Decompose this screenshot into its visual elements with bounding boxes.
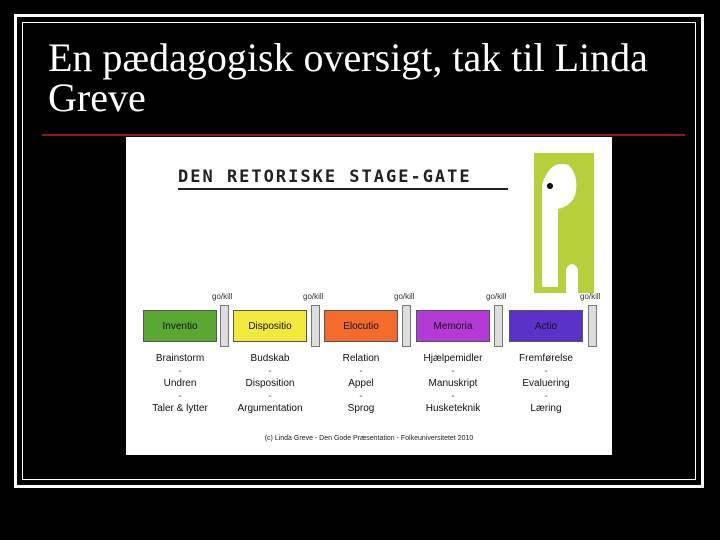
gate-label: go/kill	[212, 292, 233, 301]
gate-bar	[494, 305, 503, 347]
slide-title: En pædagogisk oversigt, tak til Linda Greve	[48, 35, 648, 120]
stage-item: -	[544, 390, 548, 402]
stage-item: Taler & lytter	[152, 403, 208, 414]
stage-item: Evaluering	[522, 378, 570, 389]
gate-bar	[311, 305, 320, 347]
speaker-logo-icon	[528, 151, 598, 297]
stage-item: Fremførelse	[519, 353, 573, 364]
stage-item: -	[178, 365, 182, 377]
stage-item: -	[268, 390, 272, 402]
stage-item: -	[359, 390, 363, 402]
stage-item: Hjælpemidler	[423, 353, 483, 364]
stage-item: Undren	[163, 378, 197, 389]
stage-item: -	[178, 390, 182, 402]
stage-box-elocutio: Elocutio	[324, 310, 398, 342]
stage-box-inventio: Inventio	[143, 310, 217, 342]
stage-item: Husketeknik	[425, 403, 481, 414]
stage-item: -	[451, 365, 455, 377]
figure-heading: DEN RETORISKE STAGE-GATE	[178, 167, 472, 187]
stage-item: Budskab	[250, 353, 290, 364]
stage-item: -	[544, 365, 548, 377]
gate-label: go/kill	[486, 292, 507, 301]
stage-item: -	[268, 365, 272, 377]
stage-item: -	[451, 390, 455, 402]
stage-box-memoria: Memoria	[416, 310, 490, 342]
gate-label: go/kill	[580, 292, 601, 301]
stage-item: Manuskript	[428, 378, 478, 389]
gate-bar	[220, 305, 229, 347]
gate-bar	[588, 305, 597, 347]
gate-label: go/kill	[303, 292, 324, 301]
stage-items-memoria	[405, 353, 501, 416]
figure-heading-underline	[178, 188, 508, 190]
stage-items-actio	[498, 353, 594, 416]
figure-copyright: (c) Linda Greve - Den Gode Præsentation - Folkeuniversitetet 2010	[264, 435, 474, 442]
stage-item: Disposition	[245, 378, 295, 389]
stage-item: Læring	[530, 403, 562, 414]
stage-item: Sprog	[347, 403, 375, 414]
stage-items-inventio	[132, 353, 228, 416]
stage-box-dispositio: Dispositio	[233, 310, 307, 342]
stage-item: Brainstorm	[155, 353, 205, 364]
title-divider	[42, 134, 685, 136]
stage-items-dispositio	[222, 353, 318, 416]
stage-item: Relation	[342, 353, 380, 364]
stage-item: Appel	[348, 378, 374, 389]
gate-label: go/kill	[394, 292, 415, 301]
stage-box-actio: Actio	[509, 310, 583, 342]
stage-gate-figure	[126, 137, 612, 455]
gate-bar	[402, 305, 411, 347]
stage-items-elocutio	[313, 353, 409, 416]
stage-item: Argumentation	[237, 403, 303, 414]
stage-item: -	[359, 365, 363, 377]
